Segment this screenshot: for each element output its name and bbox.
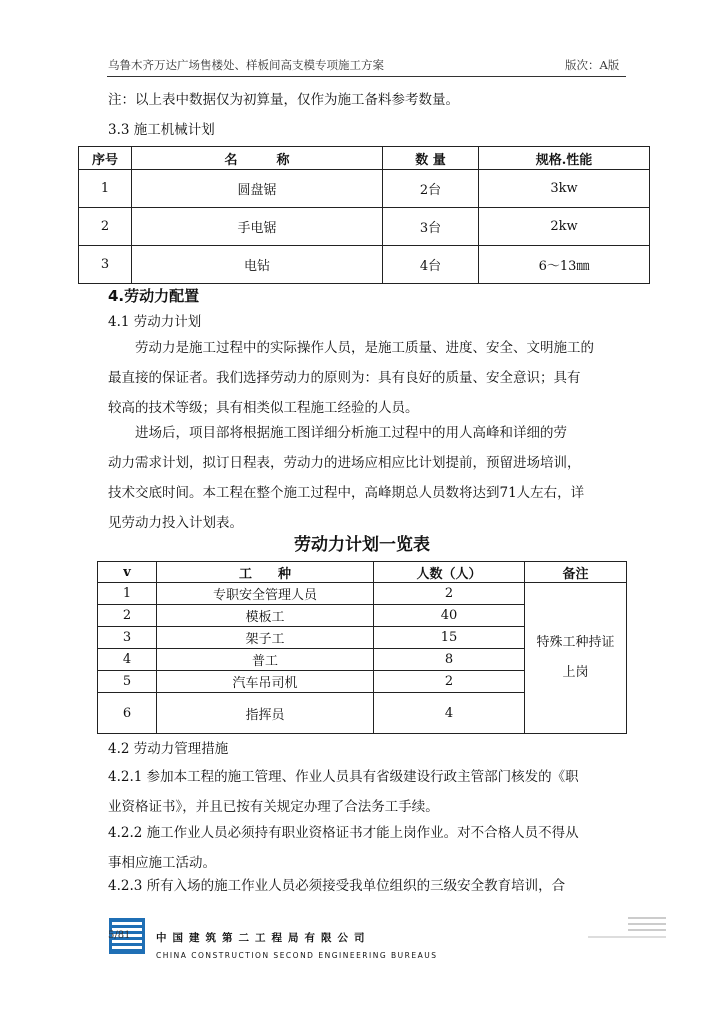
table-cell: 2kw [479, 208, 650, 246]
table-cell: 8 [374, 649, 525, 671]
paragraph-line: 4.2.3 所有入场的施工作业人员必须接受我单位组织的三级安全教育培训，合 [108, 878, 566, 894]
table-header-row [79, 147, 650, 170]
table-cell: 模板工 [157, 605, 374, 627]
paragraph-line: 事相应施工活动。 [108, 855, 216, 871]
paragraph-line: 4.2.2 施工作业人员必须持有职业资格证书才能上岗作业。对不合格人员不得从 [108, 825, 579, 841]
table-cell: 4 [374, 693, 525, 734]
section-3-3-heading: 3.3 施工机械计划 [108, 122, 215, 138]
table-cell: 手电锯 [132, 208, 383, 246]
table-row [79, 246, 650, 284]
table-cell: 2 [374, 583, 525, 605]
table-cell: 电钻 [132, 246, 383, 284]
note-text: 注：以上表中数据仅为初算量，仅作为施工备料参考数量。 [108, 92, 459, 108]
paragraph-labor-principle [108, 333, 628, 423]
paragraph-line: 动力需求计划，拟订日程表，劳动力的进场应相应比计划提前，预留进场培训， [108, 455, 581, 471]
table-cell: 2 [79, 208, 132, 246]
paragraph-line: 业资格证书》，并且已按有关规定办理了合法务工手续。 [108, 799, 439, 815]
paragraph-line: 较高的技术等级；具有相类似工程施工经验的人员。 [108, 400, 419, 416]
labor-table [97, 561, 627, 734]
column-header: 备注 [525, 562, 627, 583]
column-header: 序号 [79, 147, 132, 170]
table-cell: 3kw [479, 170, 650, 208]
table-cell: 指挥员 [157, 693, 374, 734]
table-row [79, 208, 650, 246]
table-cell: 专职安全管理人员 [157, 583, 374, 605]
table-cell: 4 [98, 649, 157, 671]
section-4-2-heading: 4.2 劳动力管理措施 [108, 741, 229, 757]
column-header: 人数（人） [374, 562, 525, 583]
paragraph-line: 劳动力是施工过程中的实际操作人员，是施工质量、进度、安全、文明施工的 [135, 340, 594, 356]
machinery-table [78, 146, 650, 284]
paragraph-line: 最直接的保证者。我们选择劳动力的原则为：具有良好的质量、安全意识；具有 [108, 370, 581, 386]
paragraph-labor-schedule [108, 418, 628, 538]
table-cell: 1 [79, 170, 132, 208]
remark-cell [525, 583, 627, 734]
column-header: 数 量 [383, 147, 479, 170]
paragraph-line: 见劳动力投入计划表。 [108, 515, 243, 531]
section-4-heading: 4.劳动力配置 [108, 287, 200, 305]
table-cell: 6～13㎜ [479, 246, 650, 284]
header-title: 乌鲁木齐万达广场售楼处、样板间高支模专项施工方案 [108, 58, 384, 72]
column-header: 工 种 [157, 562, 374, 583]
company-name-cn: 中国建筑第二工程局有限公司 [156, 932, 371, 944]
table-cell: 4台 [383, 246, 479, 284]
paragraph-line: 4.2.1 参加本工程的施工管理、作业人员具有省级建设行政主管部门核发的《职 [108, 769, 579, 785]
table-cell: 2 [98, 605, 157, 627]
table-cell: 3 [98, 627, 157, 649]
column-header: 规格.性能 [479, 147, 650, 170]
table-cell: 3台 [383, 208, 479, 246]
table-row [98, 583, 627, 605]
table-cell: 2台 [383, 170, 479, 208]
table-cell: 15 [374, 627, 525, 649]
header-rule [107, 76, 626, 77]
labor-table-title: 劳动力计划一览表 [294, 535, 430, 555]
paragraph-line: 进场后，项目部将根据施工图详细分析施工过程中的用人高峰和详细的劳 [135, 425, 567, 441]
table-cell: 普工 [157, 649, 374, 671]
remark-line: 特殊工种持证 [536, 635, 615, 650]
table-cell: 汽车吊司机 [157, 671, 374, 693]
table-cell: 1 [98, 583, 157, 605]
table-cell: 6 [98, 693, 157, 734]
table-cell: 3 [79, 246, 132, 284]
item-4-2-1 [108, 762, 628, 822]
section-4-1-heading: 4.1 劳动力计划 [108, 314, 202, 330]
table-row [79, 170, 650, 208]
paragraph-line: 技术交底时间。本工程在整个施工过程中，高峰期总人员数将达到71人左右，详 [108, 485, 585, 501]
table-cell: 5 [98, 671, 157, 693]
table-cell: 圆盘锯 [132, 170, 383, 208]
table-header-row [98, 562, 627, 583]
page-number: 5/81 [108, 930, 131, 941]
table-cell: 40 [374, 605, 525, 627]
item-4-2-2 [108, 818, 628, 878]
column-header: 名 称 [132, 147, 383, 170]
header-version: 版次：A版 [565, 58, 620, 72]
column-header: v [98, 562, 157, 583]
table-cell: 2 [374, 671, 525, 693]
table-cell: 架子工 [157, 627, 374, 649]
company-name-en: CHINA CONSTRUCTION SECOND ENGINEERING BUREAUS [156, 951, 438, 960]
decorative-lines-icon [588, 912, 668, 942]
remark-line: 上岗 [562, 665, 589, 680]
item-4-2-3 [108, 871, 628, 901]
